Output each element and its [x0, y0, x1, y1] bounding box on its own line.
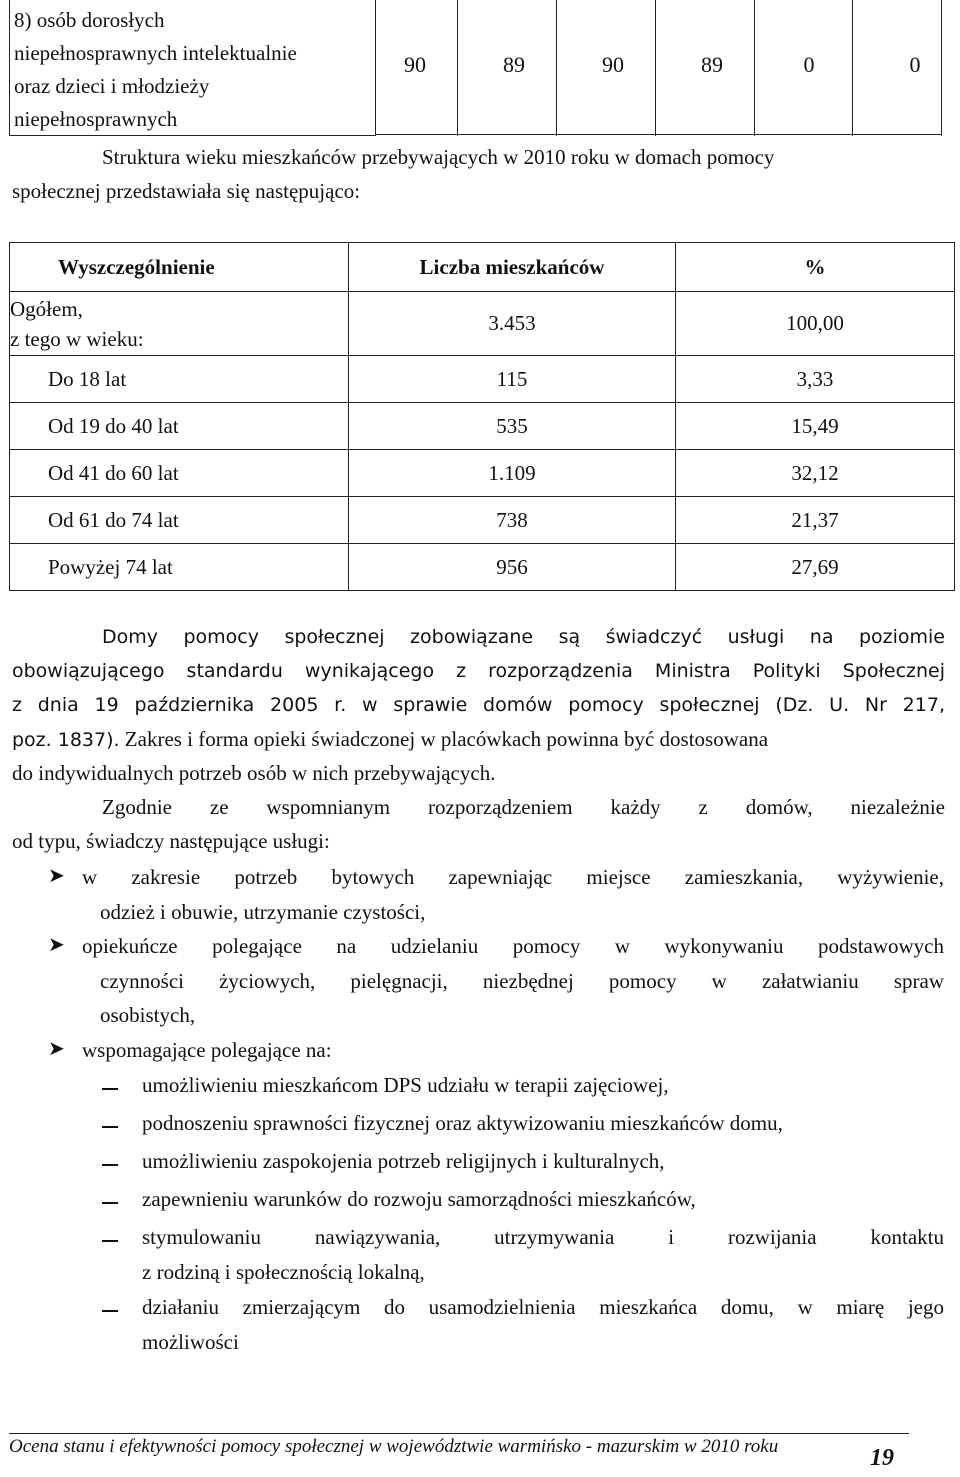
label-line: niepełnosprawnych intelektualnie — [14, 41, 297, 65]
column-divider — [556, 0, 557, 136]
list-item — [142, 1182, 944, 1217]
paragraph-line: od typu, świadczy następujące usługi: — [12, 829, 330, 853]
list-item — [82, 929, 944, 1033]
list-item-line: czynności życiowych, pielęgnacji, niezbędnej pomocy w załatwianiu spraw — [100, 968, 944, 993]
cell-count: 1.109 — [349, 450, 676, 497]
list-item-line: działaniu zmierzającym do usamodzielnienia mieszkańca domu, w miarę jego — [142, 1295, 944, 1319]
cell-percent: 21,37 — [676, 497, 955, 544]
dash-bullet-icon — [102, 1088, 118, 1090]
list-item-line: umożliwieniu mieszkańcom DPS udziału w terapii zajęciowej, — [142, 1073, 669, 1097]
footer-divider — [9, 1433, 909, 1434]
column-divider — [754, 0, 755, 136]
dash-bullet-icon — [102, 1202, 118, 1204]
list-item-line: stymulowaniu nawiązywania, utrzymywania i rozwijania kontaktu — [142, 1225, 944, 1249]
cell-count: 3.453 — [349, 292, 676, 356]
column-header: Wyszczególnienie — [10, 243, 349, 292]
cell-count: 115 — [349, 356, 676, 403]
table-row — [10, 544, 955, 591]
table-cell-value: 90 — [404, 52, 426, 77]
paragraph-segment: Zakres i forma opieki świadczonej w placówkach powinna być dostosowana — [119, 727, 769, 751]
table-row-total — [10, 292, 955, 356]
table-header-row — [10, 243, 955, 292]
list-item — [82, 860, 944, 929]
list-item — [142, 1068, 944, 1103]
list-item — [142, 1106, 944, 1141]
table-cell-value: 89 — [503, 52, 525, 77]
paragraph-line: Zgodnie ze wspomnianym rozporządzeniem każdy z domów, niezależnie — [102, 795, 945, 819]
paragraph-line: do indywidualnych potrzeb osób w nich przebywających. — [12, 761, 496, 785]
cell-percent: 3,33 — [676, 356, 955, 403]
arrow-bullet-icon: ➤ — [48, 1038, 65, 1060]
row-label-line: Ogółem, — [10, 296, 83, 321]
cell-count: 535 — [349, 403, 676, 450]
list-item-line: możliwości — [142, 1329, 239, 1354]
arrow-bullet-icon: ➤ — [48, 934, 65, 956]
page-number: 19 — [870, 1445, 894, 1471]
row-label: Od 19 do 40 lat — [10, 403, 349, 450]
footer-title: Ocena stanu i efektywności pomocy społecznej w województwie warmińsko - mazurskim w 2010 roku — [9, 1436, 779, 1457]
list-item-line: podnoszeniu sprawności fizycznej oraz aktywizowaniu mieszkańców domu, — [142, 1111, 783, 1135]
table-row — [10, 356, 955, 403]
label-line: niepełnosprawnych — [14, 107, 178, 131]
intro-line: społecznej przedstawiała się następująco: — [12, 179, 361, 203]
cell-percent: 15,49 — [676, 403, 955, 450]
age-structure-table — [9, 242, 955, 591]
table-cell-value: 89 — [701, 52, 723, 77]
list-item — [142, 1144, 944, 1179]
list-item-line: wspomagające polegające na: — [82, 1038, 332, 1062]
table-cell-value: 0 — [909, 52, 921, 77]
list-item-line: osobistych, — [100, 1003, 196, 1027]
dash-bullet-icon — [102, 1240, 118, 1242]
list-item-line: zapewnieniu warunków do rozwoju samorządności mieszkańców, — [142, 1187, 696, 1211]
dash-bullet-icon — [102, 1310, 118, 1312]
label-line: 8) osób dorosłych — [14, 8, 165, 32]
cell-percent: 32,12 — [676, 450, 955, 497]
list-item — [82, 1033, 944, 1068]
label-line: oraz dzieci i młodzieży — [14, 74, 210, 98]
paragraph-line: obowiązującego standardu wynikającego z rozporządzenia Ministra Polityki Społecznej — [12, 660, 945, 682]
services-intro-paragraph — [12, 790, 945, 858]
dash-bullet-icon — [102, 1126, 118, 1128]
column-divider — [457, 0, 458, 136]
table-row-label — [9, 0, 375, 136]
table-bottom-border — [375, 134, 942, 135]
arrow-bullet-icon: ➤ — [48, 865, 65, 887]
paragraph-line-mixed — [12, 722, 945, 756]
table-cell-value: 0 — [803, 52, 815, 77]
intro-paragraph — [12, 140, 945, 208]
disability-table-fragment — [9, 0, 942, 136]
paragraph-line: z dnia 19 października 2005 r. w sprawie domów pomocy społecznej (Dz. U. Nr 217, — [12, 694, 945, 716]
list-item-line: opiekuńcze polegające na udzielaniu pomocy w wykonywaniu podstawowych — [82, 934, 944, 958]
obligations-paragraph — [12, 620, 945, 790]
list-item-line: umożliwieniu zaspokojenia potrzeb religijnych i kulturalnych, — [142, 1149, 665, 1173]
list-item — [142, 1220, 944, 1289]
table-row — [10, 450, 955, 497]
cell-percent: 100,00 — [676, 292, 955, 356]
row-label: Powyżej 74 lat — [10, 544, 349, 591]
column-divider — [655, 0, 656, 136]
paragraph-line: Domy pomocy społecznej zobowiązane są świadczyć usługi na poziomie — [102, 626, 945, 648]
row-label: Do 18 lat — [10, 356, 349, 403]
row-label: Od 41 do 60 lat — [10, 450, 349, 497]
cell-percent: 27,69 — [676, 544, 955, 591]
table-row — [10, 403, 955, 450]
list-item-line: odzież i obuwie, utrzymanie czystości, — [100, 899, 426, 924]
paragraph-segment: poz. 1837). — [12, 729, 120, 751]
column-divider — [852, 0, 853, 136]
row-label-line: z tego w wieku: — [10, 326, 144, 351]
dash-bullet-icon — [102, 1164, 118, 1166]
cell-count: 956 — [349, 544, 676, 591]
list-item-line: z rodziną i społecznością lokalną, — [142, 1259, 425, 1284]
row-label: Od 61 do 74 lat — [10, 497, 349, 544]
row-label — [10, 292, 349, 356]
column-header: Liczba mieszkańców — [349, 243, 676, 292]
table-row — [10, 497, 955, 544]
table-cell-value: 90 — [602, 52, 624, 77]
column-header: % — [676, 243, 955, 292]
cell-count: 738 — [349, 497, 676, 544]
list-item-line: w zakresie potrzeb bytowych zapewniając miejsce zamieszkania, wyżywienie, — [82, 865, 944, 889]
intro-line: Struktura wieku mieszkańców przebywających w 2010 roku w domach pomocy — [102, 145, 775, 169]
list-item — [142, 1290, 944, 1359]
